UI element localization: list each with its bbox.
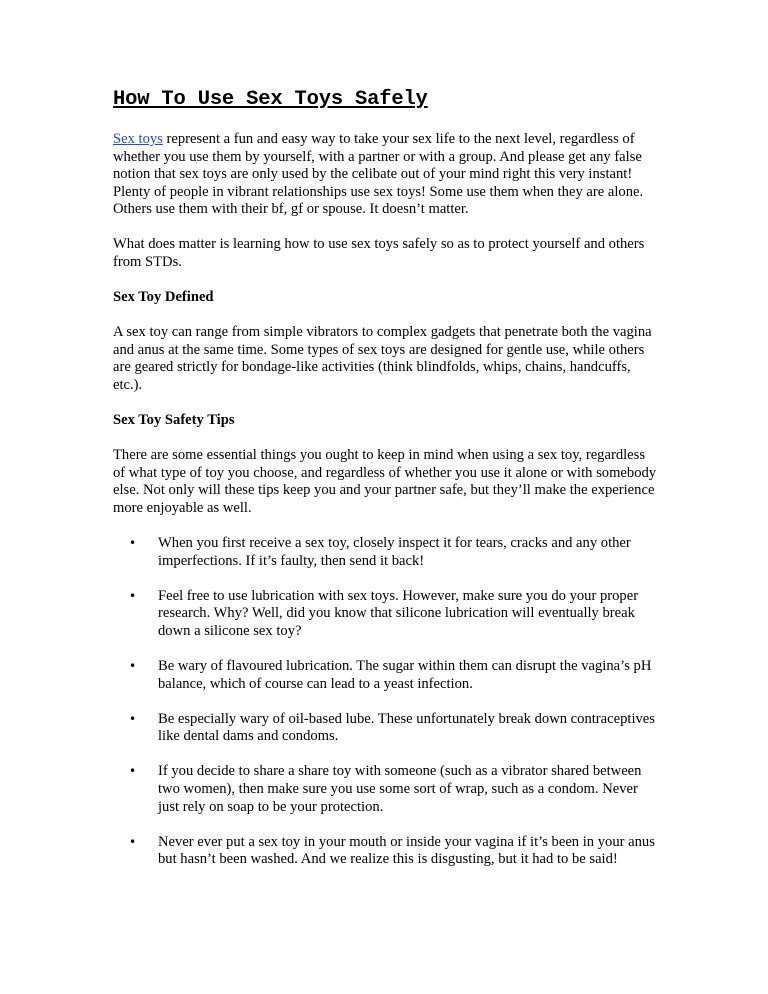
- definition-paragraph: A sex toy can range from simple vibrators to complex gadgets that penetrate both the vagina and anus at the same time. Some types of sex toys are designed for gentle use, while others are geared strictly for bondage-like activities (think blindfolds, whips, chains, handcuffs, etc.).: [113, 324, 652, 394]
- section-heading-sex-toy-defined: Sex Toy Defined: [113, 289, 214, 306]
- bullet-icon: •: [129, 834, 137, 849]
- intro-paragraph: [113, 131, 658, 219]
- document-page: [113, 86, 658, 886]
- tips-intro-paragraph: There are some essential things you ought to keep in mind when using a sex toy, regardless of what type of toy you choose, and regardless of whether you use it alone or with somebody else. Not only will these tips keep you and your partner safe, but they’ll make the experience more enjoyable as well.: [113, 447, 657, 516]
- bullet-icon: •: [129, 588, 137, 603]
- tip-text: If you decide to share a share toy with someone (such as a vibrator shared between two women), then make sure you use some sort of wrap, such as a condom. Never just rely on soap to be your protection.: [158, 763, 642, 815]
- tip-text: Be especially wary of oil-based lube. These unfortunately break down contraceptives like dental dams and condoms.: [158, 710, 655, 745]
- safety-tips-list: [113, 535, 658, 869]
- safety-paragraph: What does matter is learning how to use sex toys safely so as to protect yourself and others from STDs.: [113, 236, 645, 271]
- bullet-icon: •: [129, 536, 137, 551]
- sex-toys-link[interactable]: Sex toys: [113, 131, 163, 147]
- bullet-icon: •: [129, 711, 137, 726]
- list-item: [113, 588, 658, 641]
- list-item: [113, 658, 658, 693]
- tip-text: When you first receive a sex toy, closely inspect it for tears, cracks and any other imperfections. If it’s faulty, then send it back!: [158, 535, 631, 569]
- tip-text: Feel free to use lubrication with sex toys. However, make sure you do your proper research. Why? Well, did you know that silicone lubrication will eventually break down a silicone sex toy?: [158, 587, 639, 639]
- list-item: [113, 834, 658, 869]
- list-item: [113, 535, 658, 570]
- tip-text: Be wary of flavoured lubrication. The sugar within them can disrupt the vagina’s pH balance, which of course can lead to a yeast infection.: [158, 658, 652, 692]
- section-heading-safety-tips: Sex Toy Safety Tips: [113, 412, 235, 429]
- list-item: [113, 711, 658, 746]
- bullet-icon: •: [129, 659, 137, 674]
- tip-text: Never ever put a sex toy in your mouth or inside your vagina if it’s been in your anus but hasn’t been washed. And we realize this is disgusting, but it had to be said!: [158, 833, 655, 868]
- bullet-icon: •: [129, 764, 137, 779]
- list-item: [113, 763, 658, 816]
- intro-text: represent a fun and easy way to take your sex life to the next level, regardless of whether you use them by yourself, with a partner or with a group. And please get any false notion that sex toys are only used by the celibate out of your mind right this very instant! Plenty of people in vibrant relationships use sex toys! Some use them when they are alone. Others use them with their bf, gf or spouse. It doesn’t matter.: [113, 131, 644, 218]
- page-title: How To Use Sex Toys Safely: [113, 88, 428, 111]
